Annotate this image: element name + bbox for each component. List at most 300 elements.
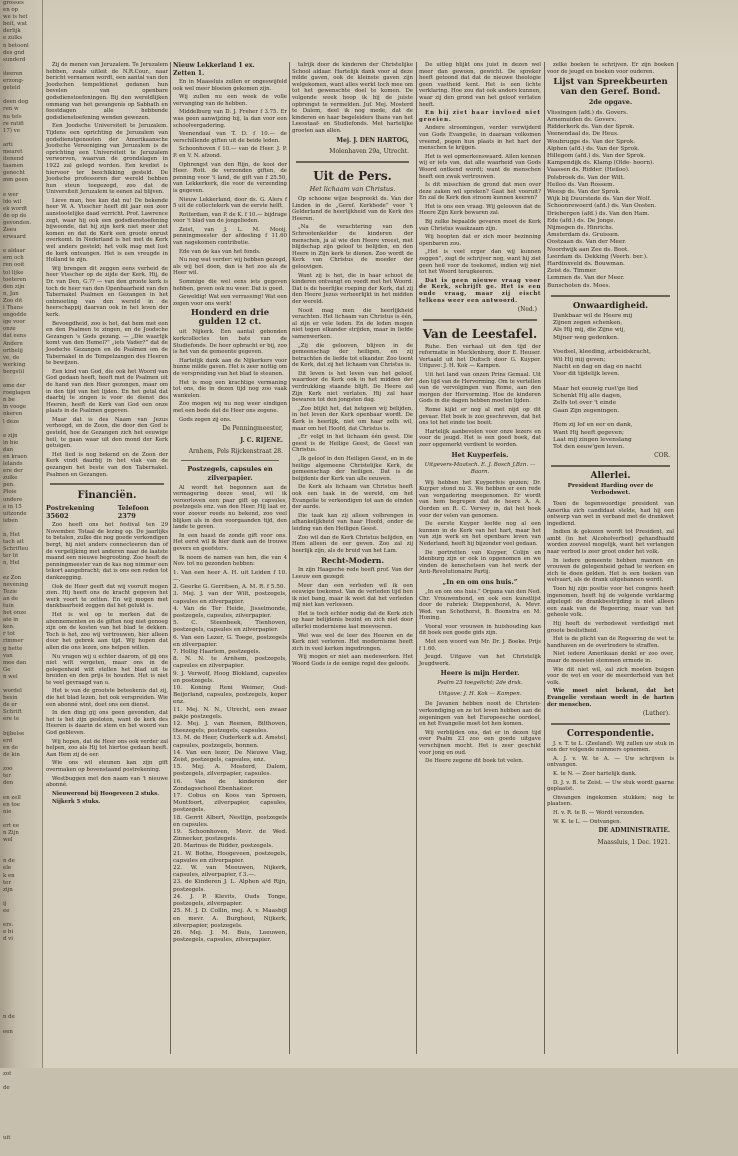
kuyper-title: Het Kuyperfeis.	[451, 450, 509, 459]
fold-text-line	[0, 1121, 42, 1128]
donor-entry: 22. W. van Meeuwen, Nijkerk, capsules, zilverpapier, f 3.—.	[173, 865, 287, 879]
paragraph: „Na de verachtering van den Schrootenkelder de kinderen der menschen, ja al wie den Heere vreest, met blijdschap zijn geloof te belijden, en den Heere in Zijn kerk te dienen. Zoo wordt de Kerk van Christus de moeder der geloovigen.	[292, 224, 413, 270]
paragraph: Het lied is nog bekend en de Zoon der Kerk vindt daarbij in het vlak van de gezangen het beste van den Tabernakel. Psalmen en Gezangen.	[46, 451, 168, 478]
paragraph: „In en om ons huis.” Organa van den Ned. Chr. Vrouwenbond, en ook een kunstlijst door de rubriek: Dieppenhorst, A. Mevr. Wed. van Schothorst, B. Boonstra en M. Honing.	[419, 588, 541, 622]
paragraph: Op schoone wijze bespreekt ds. Van der Linden in de „Geref. Kerkbode” voor 't Gelderland de heerlijkheid van de Kerk des Heeren.	[292, 196, 413, 222]
fold-text-line: wordel	[3, 688, 22, 695]
fold-text-line: ortbelij	[3, 347, 23, 354]
fold-text-line: dan	[3, 446, 14, 453]
fold-text-line: ter	[3, 773, 11, 780]
correspondence-entry: Onvangen ingekomen stukken; nog te plaatsen.	[547, 794, 674, 808]
correspondence-entry: H. v. R. te B. — Wordt verzonden.	[553, 809, 645, 816]
signature-name: Mej. J. DEN HARTOG,	[336, 136, 409, 144]
donor-entry: 18. Gerrit Albert, Nestlijn, postzegels en capsules.	[173, 814, 287, 828]
fold-text-line	[0, 851, 42, 858]
paragraph: Met een woord van Mr. Dr. J. Boeke. Prijs f 1.60.	[419, 639, 541, 652]
fold-text-line: en kraen	[3, 454, 28, 460]
fold-text-line	[0, 1100, 42, 1107]
fold-text-line: erzong-	[3, 78, 24, 85]
donor-entry: 25. M. J. D. Collin, mej. A. v. Maasbijl en mevr. A. Burghout, Nijkerk, zilverpapier, postzegels.	[173, 908, 287, 929]
fold-text-line	[0, 64, 42, 71]
fold-text-line	[0, 184, 42, 191]
paragraph: Die taak kan zij alleen volbrengen in afhankelijkheid van haar Hoofd, onder de leiding van den Heiligen Geest.	[292, 512, 413, 532]
fold-text-line: toeteren	[3, 276, 27, 283]
paragraph: Veenendaal van T. D. f 10.— de verschillende giften uit de beide leden.	[173, 131, 287, 144]
fold-text-line: ee	[3, 908, 10, 914]
paragraph: „Ik geloof in den Heiligen Geest, en in de heilige algemeene Christelijke Kerk, de gemeenschap der heiligen. Dat is de belijdenis der Kerk van alle eeuwen.	[292, 456, 413, 482]
fold-text-line	[0, 979, 42, 986]
speaking-engagement: Ede (afd.) ds. De Jonge.	[547, 217, 616, 224]
dateline: Maassluis, 1 Dec. 1921.	[597, 838, 670, 846]
address-line: Westbuggen met den naam van 't nieuwe abonné.	[46, 775, 168, 789]
fold-text-line	[0, 986, 42, 993]
paragraph: In zijn Haagsche rede heeft prof. Van der Leeuw een gezegd:	[292, 567, 413, 580]
fold-text-line: geteld	[3, 85, 21, 92]
paragraph: Nu vragen wij u echter daarom, of gij ons niet wilt vergeten, maar ons in de gelegenheid wilt stellen het blad uit te breiden en den prijs te houden. Het is niet te veel gevraagd van u.	[46, 653, 168, 686]
donor-entry: 14. Van een lezer, De Nieuwe Vlag, Zeist, postzegels, capsules, enz.	[173, 749, 287, 764]
fold-text-line	[0, 1114, 42, 1121]
fold-text-line: uitzonde	[3, 510, 27, 517]
fold-text-line: tuin	[3, 602, 14, 609]
fold-text-line: Zeeu	[3, 227, 17, 233]
fold-text-line: en op	[3, 7, 19, 14]
fold-text-line: r tot	[3, 631, 15, 638]
fold-text-line	[0, 894, 42, 901]
fold-text-line: e wer	[3, 191, 19, 198]
fold-text-line: ate in	[3, 617, 19, 624]
divider	[423, 319, 537, 321]
paragraph: Hij heeft de verbodswet verdedigd met groote beslistheid.	[547, 621, 674, 634]
left-fold-column	[0, 0, 43, 1141]
spaced-quote: Dat is geen nieuwe vraag voor de Kerk, schrijft ge. Het is een oude vraag, maar zij eischt telkens weer een antwoord.	[419, 277, 541, 304]
donor-entry: 1. Van een heer A. H. uit Leiden f 10.—.	[173, 569, 287, 583]
kuyper-publisher: Uitgevers-Maatsch. E. J. Bosch J.Bzn. — Baarn.	[424, 461, 536, 476]
paragraph: Want zij is het, die in haar schoot de kinderen ontvangt en voedt met het Woord. Dat is de heerlijke roeping der Kerk, dat zij den Heere Jezus verheerlijkt in het midden der wereld.	[292, 272, 413, 305]
fold-text-line: dat eens	[3, 333, 27, 340]
fold-text-line: an de	[3, 595, 19, 602]
postal-account: Postrekening 35602	[46, 504, 95, 520]
fold-text-line	[0, 1064, 42, 1071]
paragraph: Wij hebben het Kuyperfeis gezien; Dr. Kuyper stond nu 3. We hebben er een rede van vergadering meegenomen. Er wordt van hem begrepen dat de heere A. A. Oorden en R. C. Verwey in, dat het boek voor der velen van genomen.	[419, 479, 541, 519]
column-1	[46, 62, 168, 1054]
poem-line: Als Hij mij, die Zijne wij,	[553, 327, 626, 334]
paragraph: Ruhe. Een verhaal uit den tijd der reformatie in Mecklenburg, door E. Heuser. Vertaald uit het Duitsch door G. Kuyper. Uitgave: J. H. Kok — Kampen.	[419, 343, 541, 370]
poem-line: Voor dit tijdelijk leven.	[553, 371, 620, 378]
paragraph: „Zoo blijkt het, dat hetgeen wij belijden, in het leven der Kerk openbaar wordt. De Kerk is heerlijk, niet om haar zelfs wil, maar om het Hoofd, dat Christus is.	[292, 405, 413, 432]
donor-entry: 23. de Kinderen J. L. Alphen a/d Rijn, postzegels.	[173, 879, 287, 893]
fold-text-line: ere te	[3, 716, 20, 723]
fold-text-line: uit	[3, 1135, 11, 1141]
paragraph: Middelburg van D. J. Freher f 3.75. Er was geen aanwijzing bij, la dan voor een schoolvergadering.	[173, 109, 287, 129]
paragraph: Opbrengst van den Rijn, de kooi der Heer. Rott. de verzonden giften, de penning voor 't land, de gift van f 25.50, van Lekkerkerk, die voor de verzending is gegeven.	[173, 161, 287, 194]
paragraph: De Kerk als lichaam van Christus heeft ook een taak in de wereld, om het Evangelie te verkondigen tot aan de einden der aarde.	[292, 484, 413, 511]
administration-signature: DE ADMINISTRATIE.	[598, 827, 670, 835]
paragraph: Geweldig! Wat een verrassing! Wat een zegen voor ons werk!	[173, 294, 287, 307]
poem-line: Want Hij heeft gegeven;	[553, 429, 624, 436]
divider	[551, 723, 670, 725]
column-rule	[416, 62, 417, 1054]
fold-text-line: iteeren	[3, 70, 23, 77]
donor-entry: 3. Mej. J. van der Wilt, postzegels, capsules en zilverpapier.	[173, 591, 287, 605]
fold-text-line: in vooge	[3, 404, 27, 411]
donor-entry: 16. Van de kinderen der Zondagsschool Ebenhaëzer.	[173, 778, 287, 792]
herder-publisher: Uitgave: J. H. Kok — Kampen.	[438, 690, 522, 697]
huis-title: „In en om ons huis.”	[442, 577, 518, 586]
column-5	[547, 62, 674, 1054]
paragraph: Nu nog wat verder: wij hebben gezegd, als wij het doen, dan is het zoo als de Heer wil.	[173, 257, 287, 277]
donor-entry: 24. J. P. Klevits, Ouds Tonge, postzegels, zilverpapier.	[173, 893, 287, 908]
fold-text-line	[0, 1043, 42, 1050]
paragraph: Zeist, van J. L. M. Mooij, penningmeester der afdeeling f 11.60 van nagekomen contributie.	[173, 226, 287, 247]
fold-text-line: e zijn	[3, 432, 18, 439]
fold-text-line	[0, 1007, 42, 1014]
fold-text-line: het onze	[3, 610, 27, 617]
correspondence-entry: K. te N. — Zeer hartelijk dank.	[553, 771, 637, 777]
fold-text-line: ome der	[3, 383, 26, 390]
donor-entry: 13. M. de Heer, Ouderkerk a.d. Amstel, capsules, postzegels, bonnen.	[173, 735, 287, 749]
fold-text-line: grosses	[3, 0, 24, 6]
correspondence-entry: W. K. te L. — Ontvangen.	[553, 818, 622, 825]
donor-entry: 9. J. Verwolf, Hoog Blokland, capsules en postzegels.	[173, 670, 287, 684]
fold-text-line	[0, 724, 42, 731]
source-tag: (Ned.)	[517, 306, 537, 314]
fold-text-line: sunderd	[3, 56, 26, 63]
paragraph: Hartelijk aanbevolen voor onze lezers en voor de jeugd. Het is een goed boek, dat zeer opgemerkt verdient te worden.	[419, 428, 541, 448]
paragraph: Ik noem de namen van hen, die van 4 Nov. tot nu gezonden hebben:	[173, 554, 287, 568]
fold-text-line	[0, 951, 42, 958]
phone-number: Telefoon 2379	[117, 504, 149, 520]
fold-text-line: zot	[3, 1071, 12, 1078]
correspondentie-title: Correspondentie.	[566, 728, 655, 739]
poem-line: Mijner weg gedenken.	[553, 334, 619, 341]
paragraph: De eerste Kuyper leefde nog al een kunnen in de Kerk van het hart, maar het van zijn werk en het openbare leven van Nederland, heeft hij bijzonder veel gedaan.	[419, 521, 541, 547]
fold-text-line	[0, 135, 42, 142]
paragraph: Toen hij zijn positie voor het congres heeft ingenomen, heeft hij de volgende verklaring afgelegd: de drankbestrijding is niet alleen een zaak van de Regeering, maar van het geheele volk.	[547, 586, 674, 619]
speaking-engagement: Amsterdam ds. Gruissen.	[547, 232, 620, 239]
paragraph: De portretten van Kuyper, Colijn en Idenburg zijn er ook in opgenomen en we vinden de kenschetsen van het werk der Anti-Revolutionaire Partij.	[419, 549, 541, 576]
fold-text-line: nkeren	[3, 411, 23, 418]
paragraph: Zij de menen van Jeruzalem. Te Jeruzalem hebben, zoals uitleit de N.R.Cour., naar bericht vernamen wordt, een aantal van den Joodschen tempeldienst gedanen hun bevelen van openbare godsdienstoefeningen. Bij den wereldlijken ommang van het gevangenis op Sabbath en feestdagen alle hebbende godsdienstoefening wenden gewezen.	[46, 62, 168, 121]
fold-text-line: Tezie	[3, 588, 18, 595]
column-rule	[170, 62, 171, 1054]
fold-text-line: nie	[3, 808, 12, 815]
poem-line	[553, 378, 674, 385]
paragraph: Ook de Heer geeft dat wij vooruit mogen zien. Hij heeft ons de kracht gegeven het werk voort te zetten. En wij mogen met dankbaarheid zeggen dat het gelukt is.	[46, 583, 168, 610]
fold-text-line: genecht	[3, 170, 25, 177]
correspondence-entry: A. J. v. W. te A. — Uw schrijven is ontvangen.	[547, 755, 674, 769]
fold-text-line: ongodde	[3, 312, 27, 319]
fold-text-line: n be	[3, 397, 15, 404]
paragraph: Indien ik gekozen wordt tot President, zal ambt (in het Alcoholverbod) gehandhaafd worden zooveel mogelijk, want het verlangen naar verbod is zeer groot onder het volk.	[547, 529, 674, 556]
fold-text-line: erwaard	[3, 234, 26, 241]
paragraph: Het is ons een vraag. Wij gelooven dat de Heere Zijn Kerk bewaren zal.	[419, 203, 541, 217]
column-rule	[289, 62, 290, 1054]
paragraph: Wij brengen dit zeggen eens verheid de heer Visscher op de zijde der Kerk. Hij, de Dr. van Den, G.?? — van den groote kerk is toch de heer van den Openbaarheid van den Tabernakel Psalmen en Gezangen in het ontmoeting van den wereld in de heerschappij daarvan ook in het leven der kerk.	[46, 265, 168, 318]
address-line: Nieuwerond bij Hoogeveen 2 stuks.	[52, 790, 160, 797]
fold-text-line	[0, 1128, 42, 1135]
fold-text-line	[0, 1142, 42, 1149]
fold-text-line	[0, 92, 42, 99]
speaking-engagement: Zeist ds. Timmer.	[547, 268, 597, 275]
fold-text-line	[0, 759, 42, 766]
fold-text-line: ren w	[3, 106, 19, 113]
paragraph: Het is van de grootste beteekenis dat zij, die het blad lezen, het ook verspreiden. Wie een abonné wint, doet ons een dienst.	[46, 688, 168, 708]
paragraph: Wie dit niet wil, zal zich moeten buigen voor de wet en voor de meerderheid van het volk.	[547, 666, 674, 686]
donor-entry: 17. Cobus en Koos van Sprosen, Montfoort, zilverpapier, capsules, postzegels.	[173, 793, 287, 814]
honderd-title: Honderd en drie gulden 12 ct.	[190, 308, 270, 328]
speaking-engagement: Vlissingen (afd.) ds. Govers.	[547, 109, 628, 116]
donor-entry: 5. C. Steenbeek, Tienhoven, postzegels, capsules en zilverpapier.	[173, 620, 287, 634]
speaking-engagement: Hillegom (afd.) ds. Van der Sprok.	[547, 152, 646, 159]
donor-entry: 20. Marinus de Ridder, postzegels.	[173, 843, 274, 850]
fold-text-line: n Zijn	[3, 829, 19, 836]
paragraph: „Zij die gelooven, blijven in de gemeenschap der heiligen, en zij betrachten de liefde tot elkander. Zoo toont de Kerk, dat zij het lichaam van Christus is.	[292, 342, 413, 369]
fold-text-line: ken.	[3, 624, 15, 631]
paragraph: Niet iedere Amerikaan denkt er zoo over, maar de meesten stemmen ermede in.	[547, 651, 674, 664]
fold-text-line: en zell	[3, 794, 21, 801]
paragraph: In een haast de zonde gift voor ons. Het eerst wil ik hier dank aan de trouwe gevers en geefsters.	[173, 532, 287, 552]
paragraph: Een Joodsche Universiteit te Jeruzalem. Tijdens een oprichting de Jeruzalem van godsdienstgenooten der Amerikaansche Joodsche Vereeniging van Jeruzalem is de oprichting een Universiteit te Jeruzalem verworven, waarvan de grondslagen in 1922 zal gelegd worden. Een krediet is hiervoor ter beschikking gesteld. De Joodsche professoren der wereld hebben hun steun toegezegd, zoo dat de Universiteit Jeruzalem te eenen zal blijven.	[46, 123, 168, 196]
speaking-engagement: Polsbroek ds. Van der Wilt.	[547, 174, 625, 181]
donor-entry: 8. N. N. te Arnhem, postzegels, capsules en zilverpapier.	[173, 656, 287, 670]
column-4	[419, 62, 541, 1054]
speaking-engagement: Heiloo ds. Van Rossem.	[547, 181, 615, 188]
paragraph: Gods zegen zij ons.	[179, 416, 232, 423]
paragraph: Maar dat is des Naam van Jezus verhoogd, en de Zoon, die door den God is gesteld, hoe de Gezangen zich het eeuwige heil, te gaan waar uit den mond der Kerk getuigen.	[46, 416, 168, 450]
paragraph: Wij zullen nu een week de volle vervanging van de hebben.	[173, 94, 287, 107]
fold-text-line: ij	[3, 900, 7, 907]
paragraph: En in Maassluis zullen er ongeswijfeld ook wel meer bloeien gekomen zijn.	[173, 79, 287, 92]
fold-text-line	[0, 1057, 42, 1064]
spreekbeurten-subtitle: 2de opgave.	[588, 98, 633, 107]
fold-text-line: e zulks	[3, 35, 22, 42]
fold-text-line: ve, de	[3, 354, 20, 361]
fold-text-line	[0, 965, 42, 972]
page-top-margin	[42, 0, 738, 62]
paragraph: Bevoegdheid, zoo is het, dat hem met een en den Psalmen te zingen, en de Joodsche Gezangen 's Gods gezang. — „Die waarlijk komt van den Hemel?” „iets Vader?” dat de Joodsche Gezangen en de Psalmen om de Tabernakel in de Tempelzangen des Heeren te bewijzen.	[46, 320, 168, 367]
poem-line: Voedsel, kleeding, arbeidskracht,	[553, 349, 651, 356]
fold-text-line: de kin	[3, 751, 20, 758]
leestafel-title: Van de Leestafel.	[422, 326, 538, 341]
speaking-engagement: Ridderkerk ds. Van der Sprok.	[547, 124, 635, 131]
fold-text-line: in bie	[3, 439, 19, 446]
fold-text-line: n, Het	[3, 532, 20, 539]
intro-paragraph: zelke boeken te schrijven. Er zijn boeken voor de jeugd en boeken voor ouderen.	[547, 62, 674, 75]
fold-text-line: deen dog	[3, 99, 29, 106]
column-rule	[677, 62, 678, 1054]
fold-text-line	[0, 816, 42, 823]
fold-text-line: werking	[3, 361, 26, 368]
poem-line: Nacht en dag en dag en nacht	[553, 363, 642, 370]
fold-text-line: 17) ve	[3, 127, 20, 134]
speaking-engagement: Bunschoten ds. Moes.	[547, 282, 611, 289]
donor-entry: 4. Van de Ter Heide, Jisselmonde, postzegels, capsules, zilverpapier.	[173, 605, 287, 619]
fold-text-line: n de	[3, 858, 15, 865]
speaking-engagement: Weesp ds. Van der Sprok.	[547, 188, 621, 195]
allerlei-title: Allerlei.	[590, 470, 631, 481]
fold-text-line: de er	[3, 702, 18, 709]
donor-entry: 10. Koning Reni Weimer, Oud-Beijerland, capsules, postzegels, koper enz.	[173, 685, 287, 706]
paragraph: „Er volgt in het lichaam één geest. Die geest is de Heilige Geest, de Geest van Christus.	[292, 434, 413, 454]
correspondence-entry: D. J. v. B. te Zeist. — Uw stuk wordt gaarne geplaatst.	[547, 779, 674, 793]
fold-text-line	[0, 1022, 42, 1029]
fold-text-line: ez Zon	[3, 574, 22, 581]
fold-text-line: nevening	[3, 581, 29, 588]
fold-text-line: en toe	[3, 801, 20, 808]
speaking-engagement: Veenendaal ds. De Heus.	[547, 131, 619, 138]
speaking-engagement: Woubrugge ds. Van der Sprok.	[547, 138, 636, 145]
fold-text-line: de op de	[3, 212, 27, 219]
correspondence-entry: J. v. T. te L. (Zeeland). Wij zullen uw stuk in een der volgende nummers opnemen.	[547, 740, 674, 754]
paragraph: Zoo mogen wij nu nog weer eindigen met een bede dat de Heer ons zegene.	[173, 401, 287, 414]
fold-text-line: rimmer	[3, 638, 24, 645]
fold-text-line	[0, 241, 42, 248]
column-heading: Nieuw Lekkerland 1 ex.	[173, 62, 255, 69]
fold-text-line: pen.	[3, 482, 15, 489]
poem-line: Tot den eeuw'gen leven.	[553, 444, 625, 451]
fold-text-line	[0, 844, 42, 851]
allerlei-subtitle: President Harding over de Verbodswet.	[567, 482, 654, 497]
paragraph: In iedere gemeente hebben mannen en vrouwen de gelegenheid gehad te werken en zich te doen gelden. Het is een teeken van welvaart, als de drank uitgebannen wordt.	[547, 557, 674, 584]
closing-quote: Wie moet niet bekent, dat het Evangelie verstaan wordt in de harten der menschen.	[547, 688, 674, 708]
paragraph: Een kind van God, die ook het Woord van God gedaan heeft, heeft met de Psalmen uit de hand van den Heer gezongen, maar om in den tijd van het lijden. En het getal dat daarbij te zingen is voor de dienst des Heeren, heeft de Kerk van God een onze plaats in de Psalmen gegeven.	[46, 368, 168, 415]
fold-text-line: tach ait	[3, 539, 24, 546]
speaking-engagement: Hardinxveld ds. Bouwman.	[547, 260, 625, 267]
speaking-engagement: Schoonrewoerd (afd.) ds. Van Oosten.	[547, 203, 657, 210]
fold-text-line: i Thans	[3, 305, 23, 312]
divider	[50, 483, 164, 485]
paragraph: Vooral voor vrouwen in huishouding kan dit boek een goede gids zijn.	[419, 623, 541, 637]
speaking-engagement: Driebergen (afd.) ds. Van den Ham.	[547, 210, 650, 217]
poem-line	[553, 342, 674, 349]
poem-line: Wil Hij mij geven;	[553, 356, 606, 363]
paragraph: Sommige die wel eens iets gegeven hebben, geven ook nu weer. Dat is goed.	[173, 279, 287, 292]
paragraph: Nooit mag men die heerlijkheid verachten. Het lichaam van Christus is één, al zijn er vele leden. En de leden mogen niet tegen elkander strijden, maar in liefde samenwerken.	[292, 307, 413, 340]
fold-text-line: we is het	[3, 14, 28, 21]
paragraph: Toen de tegenwoordige president van Amerika zich candidaat stelde, had hij een ontwerp van wet in verband met de drankwet ingediend.	[547, 500, 674, 527]
fold-text-line: ldo wil	[3, 198, 22, 205]
fold-text-line: ter lit	[3, 553, 19, 560]
paragraph: Wij verblijden ons, dat er in dezen tijd over Psalm 23 zoo een goede uitgave verschijnen mocht. Het is zeer geschikt voor jong en oud.	[419, 729, 541, 756]
paragraph: Rotterdam, van P. de K. f 10.— bijdrage voor 't blad van de jongelieden.	[173, 211, 287, 225]
fold-text-line: n, Jan	[3, 290, 19, 297]
fold-text-line: undere	[3, 496, 23, 503]
finance-contact-row	[46, 505, 168, 520]
paragraph: Het is toch echter nodig dat de Kerk zich op haar belijdenis bezint en zich niet door allerlei modernisme laat meevoeren.	[292, 610, 413, 631]
herder-subtitle: Psalm 23 toegelicht; 2de druk.	[437, 680, 523, 687]
donor-entry: 2. Geerke G. Gerritsen, A. M. R. f 5.50.	[173, 584, 286, 591]
speaking-engagement: Alphen (afd.) ds. Van der Sprok.	[547, 145, 640, 152]
fold-text-line: de	[3, 1085, 10, 1092]
speaking-engagement: Leerdam ds. Dekking (Veerh. ber.).	[547, 253, 648, 260]
column-rule	[544, 62, 545, 1054]
fold-text-line	[0, 1149, 42, 1156]
paragraph: Het is mog een krachtige vermaning tot ons, die in dezen tijd nog zoo vaak wankelen.	[173, 379, 287, 399]
signature-address: Molenhaven 29a, Utrecht.	[329, 148, 409, 156]
paragraph: Wel was wel de leer des Heeren en de Kerk niet verloren. Het modernisme heeft zich in veel kerken ingedrongen.	[292, 632, 413, 652]
fold-text-line: ers.	[3, 922, 14, 929]
fold-text-line: itenend	[3, 156, 24, 163]
fold-text-line	[0, 568, 42, 575]
postzegels-title: Postzegels, capsules en zilverpapier.	[187, 464, 273, 482]
fold-text-line: ern och	[3, 255, 24, 262]
donor-entry: 7. Hollig Haarlem, postzegels.	[173, 648, 261, 655]
recht-modern-title: Recht-Modern.	[321, 556, 384, 566]
fold-text-line: bergstil	[3, 368, 25, 375]
poem-line: Zelfs tot over 't einde	[553, 400, 617, 407]
fold-text-line	[0, 787, 42, 794]
paragraph: In den ding gij ons geen gevonden, dat het is het zijn gesloten, want de kerk des Heeren is daarin de stem en het woord van God gebleven.	[46, 710, 168, 737]
fold-text-line: mearet	[3, 148, 23, 155]
paragraph: Het is de plicht van de Regeering de wet te handhaven en de overtreders te straffen.	[547, 636, 674, 649]
paragraph: Wij mogen er niet aan medewerken. Het Woord Gods is de eenige regel des geloofs.	[292, 654, 413, 668]
paragraph: Zoo heeft ons het festival ten 29 November. Totaal de lezing op. De jaarlijks te betalen, zulke die nog goede verkondigen bergt, hij niet anders connecteeren dan of de vergelijking met anderen naar de laatste maand een nieuwe begrooting. Zoo heeft de penningmeester van de kas nog nimmer een tekort aangebracht; dat is ons een reden tot dankzegging.	[46, 522, 168, 581]
fold-text-line: mm geen	[3, 177, 29, 184]
fold-text-line: Schrift	[3, 709, 22, 716]
fold-text-line: zulke	[3, 475, 18, 482]
fold-text-line	[0, 525, 42, 532]
signature: De Penningmeester,	[222, 425, 283, 433]
fold-text-line: k en	[3, 872, 15, 879]
fold-text-line: wel	[3, 837, 13, 844]
spaced-quote: En bij ziet haar invloed niet groeien.	[419, 110, 541, 123]
fold-text-line: ere der	[3, 468, 23, 475]
donor-entry: 19. Schoonhoven, Mevr. de Wed. Zinnecker, postzegels.	[173, 829, 287, 843]
fold-text-line	[0, 993, 42, 1000]
fold-text-line: Schrifteu	[3, 546, 29, 553]
fold-text-line: l deze	[3, 418, 20, 425]
paragraph: Ede van de kas van het fonds.	[179, 248, 261, 255]
fold-text-line: ter	[3, 879, 11, 886]
paragraph: Rome kijkt er nog al met nijd op dit gevaar. Het boek is zoo geschreven, dat het ons tot het einde toe boeit.	[419, 407, 541, 427]
fold-text-line: g bette	[3, 645, 23, 652]
fold-text-line: d vi	[3, 936, 13, 943]
speaking-engagement: Vaassen ds. Ridder. (Heiloo).	[547, 167, 630, 174]
fold-text-line: des gnd	[3, 49, 25, 56]
paragraph: De Heere zegene dit boek tot velen.	[425, 758, 524, 765]
paragraph: Dit leven is het leven van het geloof, waardoor de Kerk ook in het midden der verdrukking staande blijft. De Heere zal Zijn Kerk niet verlaten. Hij zal haar bewaren tot den jongsten dag.	[292, 370, 413, 404]
fold-text-line: ek wordt	[3, 205, 28, 212]
paragraph: uit Nijkerk. Een aantal gebonden kerkcollectes ten bate van de Studiefonds. De heer opbracht er bij, zoo is het van de gemeente gegeven.	[173, 329, 287, 356]
finance-title: Financiën.	[77, 490, 137, 502]
fold-text-line	[0, 1078, 42, 1085]
fold-text-line: e aldaar	[3, 248, 26, 255]
fold-text-line: Ploie	[3, 489, 17, 496]
press-section-title: Uit de Pers.	[313, 168, 392, 183]
fold-text-line: n, Hel	[3, 560, 20, 567]
paragraph: Nieuw Lekkerland, door ds. G. Alers f 5 uit de collectekerk van de eerste helft.	[173, 196, 287, 210]
fold-text-line: lelands	[3, 461, 23, 468]
paragraph: Het is wel opmerkenswaard. Allen kennen wij er iets van, dat alle waarheid van Gods Woord ontkend wordt; want de menschen heeft een zwak vertrouwen.	[419, 153, 541, 180]
fold-text-line: beit, wat	[3, 21, 27, 28]
column-subheading: Zetten 1.	[173, 69, 205, 77]
fold-text-line: roeglagen	[3, 390, 31, 397]
poem-line: Gaan Zijn zegeningen.	[553, 407, 620, 414]
paragraph: Is dit misschien de grond dat men over deze zaken wil spreken? Gaat het vooruit? En zal de Kerk den stroom kunnen keeren?	[419, 182, 541, 202]
fold-text-line: re ratifi	[3, 120, 24, 127]
speaking-engagement: Arnemuiden ds. Govers.	[547, 116, 617, 123]
poem-line: Dankbaar wil de Heere mij	[553, 312, 633, 319]
fold-text-line: Andere	[3, 340, 23, 347]
fold-text-line: tol lijke	[3, 269, 24, 276]
fold-text-line: nu tels	[3, 113, 22, 120]
paragraph: Hartelijk dank aan de Nijkerkers voor hunne milde gaven. Het is zeer nuttig om de verspreiding van het blad te steunen.	[173, 357, 287, 377]
fold-text-line: derlijk	[3, 28, 21, 35]
poem-signature: COR.	[654, 452, 670, 460]
divider	[296, 161, 409, 163]
poem-line: Laat mij zingen levenslang	[553, 436, 632, 443]
paragraph: Bij zulke bepaalde gevaren moet de Kerk van Christus waakzaam zijn.	[419, 219, 541, 232]
